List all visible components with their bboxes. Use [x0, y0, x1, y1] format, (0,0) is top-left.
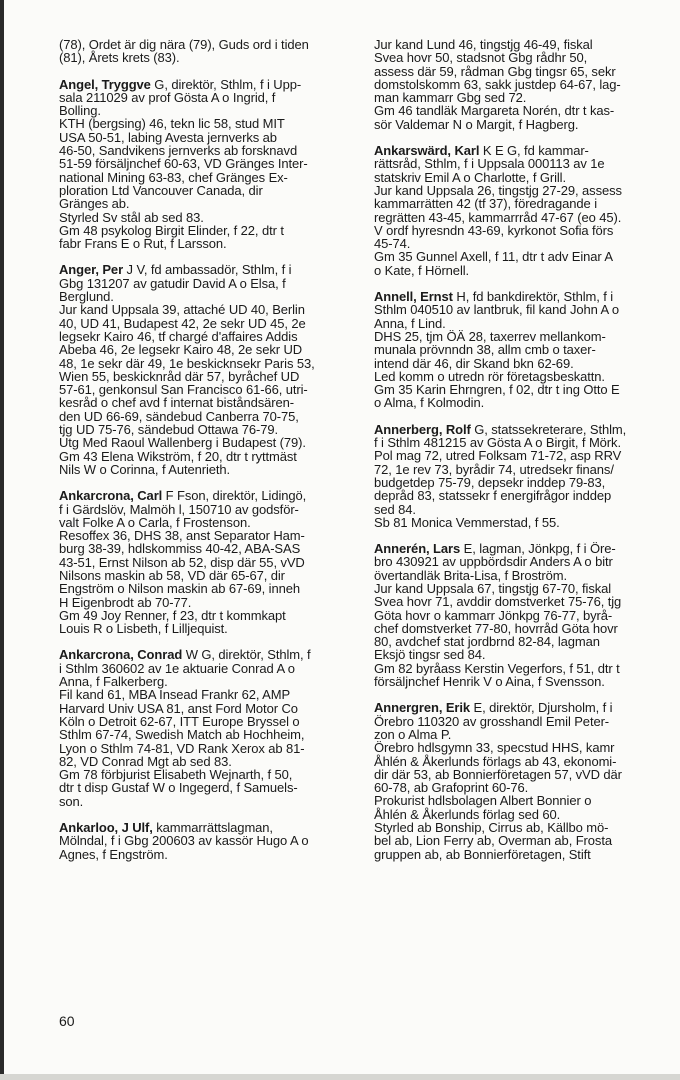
- entry-line: (81), Årets krets (83).: [59, 50, 180, 66]
- entry-line: 57-61, genkonsul San Francisco 61-66, utri-: [59, 382, 308, 398]
- entry-line: sala 211029 av prof Gösta A o Ingrid, f: [59, 89, 276, 105]
- biography-entry: [59, 489, 357, 635]
- entry-line: tjg UD 75-76, sändebud Ottawa 76-79.: [59, 422, 278, 438]
- entry-name: Angel, Tryggve: [59, 76, 151, 92]
- entry-text: G, direktör, Sthlm, f i Upp-: [150, 76, 302, 92]
- entry-line: Gm 82 byråass Kerstin Vegerfors, f 51, dtr t: [374, 660, 620, 676]
- biography-entry: [59, 648, 357, 808]
- entry-line: Gm 78 förbjurist Elisabeth Wejnarth, f 50,: [59, 767, 293, 783]
- entry-line: son.: [59, 793, 84, 809]
- entry-line: Fil kand 61, MBA Insead Frankr 62, AMP: [59, 687, 291, 703]
- entry-line: man kammarr Gbg sed 72.: [374, 90, 527, 106]
- entry-line: Eksjö tingsr sed 84.: [374, 647, 486, 663]
- entry-line: Gm 35 Gunnel Axell, f 11, dtr t adv Einar A: [374, 249, 613, 265]
- entry-line: national Mining 63-83, chef Gränges Ex-: [59, 169, 288, 185]
- entry-line: [59, 489, 357, 502]
- entry-line: Led komm o utredn rör företagsbeskattn.: [374, 368, 605, 384]
- entry-line: Lyon o Sthlm 74-81, VD Rank Xerox ab 81-: [59, 740, 305, 756]
- entry-line: Göta hovr o kammarr Jönkpg 76-77, byrå-: [374, 607, 613, 623]
- entry-name: Annell, Ernst: [374, 289, 453, 305]
- entry-line: 40, UD 41, Budapest 42, 2e sekr UD 45, 2e: [59, 315, 306, 331]
- entry-line: 46-50, Sandvikens jernverks ab forsknavd: [59, 143, 298, 159]
- entry-line: Jur kand Uppsala 26, tingstjg 27-29, assess: [374, 182, 622, 198]
- entry-line: ploration Ltd Vancouver Canada, dir: [59, 182, 263, 198]
- page-number: 60: [59, 1013, 75, 1029]
- biography-entry: [374, 701, 670, 861]
- entry-line: fabr Frans E o Rut, f Larsson.: [59, 236, 227, 252]
- entry-line: sör Valdemar N o Margit, f Hagberg.: [374, 116, 579, 132]
- entry-line: Sthlm 67-74, Swedish Match ab Hochheim,: [59, 727, 305, 743]
- biography-entry: [374, 542, 670, 688]
- biography-entry: [59, 38, 357, 65]
- entry-line: Åhlén & Åkerlunds förlag sed 60.: [374, 806, 561, 822]
- entry-line: kammarrätten 42 (tf 37), föredragande i: [374, 196, 597, 212]
- entry-line: 51-59 försäljnchef 60-63, VD Gränges Inter-: [59, 156, 308, 172]
- entry-line: bel ab, Lion Ferry ab, Overman ab, Frosta: [374, 833, 612, 849]
- entry-line: f i Sthlm 481215 av Gösta A o Birgit, f Mörk.: [374, 435, 621, 451]
- biography-entry: [374, 144, 670, 277]
- entry-line: Nilsons maskin ab 58, VD där 65-67, dir: [59, 567, 285, 583]
- entry-line: USA 50-51, labing Avesta jernverks ab: [59, 129, 277, 145]
- entry-line: Harvard Univ USA 81, anst Ford Motor Co: [59, 700, 298, 716]
- entry-line: f i Gärdslöv, Malmöh l, 150710 av godsför-: [59, 501, 299, 517]
- entry-name: Annerén, Lars: [374, 541, 461, 557]
- entry-line: Svea hovr 71, avddir domstverket 75-76, tjg: [374, 594, 622, 610]
- entry-line: Jur kand Lund 46, tingstjg 46-49, fiskal: [374, 37, 593, 52]
- entry-line: Louis R o Lisbeth, f Lilljequist.: [59, 621, 228, 637]
- entry-text: G, statssekreterare, Sthlm,: [470, 421, 627, 437]
- entry-line: regrätten 43-45, kammarrråd 47-67 (eo 45).: [374, 209, 622, 225]
- biography-entry: [374, 38, 670, 131]
- entry-line: bro 430921 av uppbördsdir Anders A o bitr: [374, 554, 613, 570]
- left-column: [59, 38, 357, 874]
- scan-page-edge: [0, 0, 4, 1080]
- entry-line: [59, 821, 357, 834]
- entry-line: Agnes, f Engström.: [59, 846, 168, 862]
- entry-text: J V, fd ambassadör, Sthlm, f i: [123, 262, 292, 278]
- entry-text: E, lagman, Jönkpg, f i Öre-: [460, 541, 616, 557]
- entry-line: Gm 43 Elena Wikström, f 20, dtr t ryttmäst: [59, 448, 297, 464]
- entry-line: Styrled Sv stål ab sed 83.: [59, 209, 204, 225]
- entry-line: intend där 46, dir Skand bkn 62-69.: [374, 355, 574, 371]
- entry-line: Gm 46 tandläk Margareta Norén, dtr t kas-: [374, 103, 615, 119]
- entry-line: Örebro hdlsgymn 33, specstud HHS, kamr: [374, 740, 615, 756]
- entry-text: E, direktör, Djursholm, f i: [470, 700, 613, 716]
- biography-entry: [59, 78, 357, 251]
- entry-line: assess där 59, rådman Gbg tingsr 65, sekr: [374, 63, 616, 79]
- entry-line: Engström o Nilson maskin ab 67-69, inneh: [59, 581, 300, 597]
- entry-name: Ankarloo, J Ulf,: [59, 820, 153, 836]
- entry-line: Mölndal, f i Gbg 200603 av kassör Hugo A o: [59, 833, 309, 849]
- entry-text: F Fson, direktör, Lidingö,: [162, 488, 307, 504]
- entry-line: 72, 1e rev 73, byrådir 74, utredsekr finans/: [374, 461, 614, 477]
- entry-line: Gm 48 psykolog Birgit Elinder, f 22, dtr t: [59, 222, 284, 238]
- entry-line: chef domstverket 77-80, hovrråd Göta hovr: [374, 620, 618, 636]
- entry-line: Pol mag 72, utred Folksam 71-72, asp RRV: [374, 448, 622, 464]
- entry-line: KTH (bergsing) 46, tekn lic 58, stud MIT: [59, 116, 285, 132]
- entry-line: valt Folke A o Carla, f Frostenson.: [59, 514, 251, 530]
- entry-line: budgetdep 75-79, depsekr inddep 79-83,: [374, 474, 606, 490]
- entry-line: i Sthlm 360602 av 1e aktuarie Conrad A o: [59, 660, 295, 676]
- entry-line: Köln o Detroit 62-67, ITT Europe Bryssel o: [59, 713, 300, 729]
- entry-line: Prokurist hdlsbolagen Albert Bonnier o: [374, 793, 592, 809]
- entry-name: Anger, Per: [59, 262, 124, 278]
- entry-line: Gbg 131207 av gatudir David A o Elsa, f: [59, 275, 286, 291]
- entry-line: Gränges ab.: [59, 196, 130, 212]
- entry-line: o Kate, f Hörnell.: [374, 262, 470, 278]
- entry-name: Ankarcrona, Conrad: [59, 647, 183, 663]
- entry-line: Svea hovr 50, stadsnot Gbg rådhr 50,: [374, 50, 588, 66]
- scan-bottom-edge: [0, 1074, 680, 1080]
- entry-line: legsekr Kairo 46, tf chargé d'affaires Addis: [59, 328, 298, 344]
- entry-line: zon o Alma P.: [374, 726, 452, 742]
- entry-line: V ordf hyresndn 43-69, kyrkonot Sofia förs: [374, 222, 614, 238]
- entry-line: [374, 423, 670, 436]
- entry-line: Berglund.: [59, 289, 114, 305]
- entry-line: Bolling.: [59, 103, 101, 119]
- entry-text: K E G, fd kammar-: [479, 143, 589, 159]
- entry-text: W G, direktör, Sthlm, f: [182, 647, 311, 663]
- entry-line: 80, avdchef stat jordbrnd 82-84, lagman: [374, 634, 600, 650]
- entry-line: Utg Med Raoul Wallenberg i Budapest (79).: [59, 435, 306, 451]
- entry-line: 48, 1e sekr där 49, 1e beskicknsekr Paris 53,: [59, 355, 315, 371]
- entry-line: Abeba 46, 2e legsekr Kairo 48, 2e sekr UD: [59, 342, 303, 358]
- entry-line: depråd 83, statssekr f energifrågor inddep: [374, 488, 612, 504]
- entry-text: H, fd bankdirektör, Sthlm, f i: [452, 289, 614, 305]
- entry-line: sed 84.: [374, 501, 416, 517]
- biography-entry: [374, 290, 670, 410]
- entry-line: (78), Ordet är dig nära (79), Guds ord i tiden: [59, 37, 309, 52]
- biography-entry: [59, 821, 357, 861]
- entry-line: [59, 263, 357, 276]
- entry-line: [59, 648, 357, 661]
- entry-line: [374, 144, 670, 157]
- entry-line: Sthlm 040510 av lantbruk, fil kand John A o: [374, 302, 620, 318]
- entry-line: gruppen ab, ab Bonnierföretagen, Stift: [374, 846, 591, 862]
- entry-line: 82, VD Conrad Mgt ab sed 83.: [59, 753, 232, 769]
- biography-entry: [59, 263, 357, 476]
- entry-line: Örebro 110320 av grosshandl Emil Peter-: [374, 713, 610, 729]
- entry-line: Gm 49 Joy Renner, f 23, dtr t kommkapt: [59, 607, 286, 623]
- entry-line: Jur kand Uppsala 39, attaché UD 40, Berlin: [59, 302, 305, 318]
- entry-line: munala prövnndn 38, allm cmb o taxer-: [374, 342, 596, 358]
- entry-line: 60-78, ab Grafoprint 60-76.: [374, 780, 529, 796]
- entry-name: Ankarcrona, Carl: [59, 488, 163, 504]
- entry-line: Styrled ab Bonship, Cirrus ab, Källbo mö-: [374, 820, 609, 836]
- entry-line: övertandläk Brita-Lisa, f Broström.: [374, 567, 568, 583]
- entry-line: försäljnchef Henrik V o Aina, f Svensson.: [374, 674, 605, 690]
- entry-line: Resoffex 36, DHS 38, anst Separator Ham-: [59, 528, 305, 544]
- entry-line: o Alma, f Kolmodin.: [374, 395, 485, 411]
- entry-line: DHS 25, tjm ÖÄ 28, taxerrev mellankom-: [374, 328, 606, 344]
- entry-name: Ankarswärd, Karl: [374, 143, 480, 159]
- entry-line: [374, 701, 670, 714]
- entry-line: dir där 53, ab Bonnierföretagen 57, vVD där: [374, 766, 622, 782]
- entry-line: rättsråd, Sthlm, f i Uppsala 000113 av 1e: [374, 156, 605, 172]
- entry-line: Gm 35 Karin Ehrngren, f 02, dtr t ing Otto E: [374, 382, 620, 398]
- entry-line: H Eigenbrodt ab 70-77.: [59, 594, 192, 610]
- entry-name: Annergren, Erik: [374, 700, 471, 716]
- entry-line: [59, 78, 357, 91]
- entry-name: Annerberg, Rolf: [374, 421, 471, 437]
- entry-line: [374, 290, 670, 303]
- entry-line: burg 38-39, hdlskommiss 40-42, ABA-SAS: [59, 541, 301, 557]
- entry-line: statskriv Emil A o Charlotte, f Grill.: [374, 169, 566, 185]
- entry-line: kesråd o chef avd f internat biståndsären-: [59, 395, 294, 411]
- entry-line: Anna, f Lind.: [374, 315, 446, 331]
- entry-text: kammarrättslagman,: [152, 820, 273, 836]
- entry-line: Wien 55, beskicknråd där 57, byråchef UD: [59, 368, 300, 384]
- entry-line: den UD 66-69, sändebud Canberra 70-75,: [59, 408, 299, 424]
- entry-line: domstolskomm 63, sakk justdep 64-67, lag-: [374, 76, 621, 92]
- entry-line: 45-74.: [374, 236, 411, 252]
- biography-entry: [374, 423, 670, 529]
- right-column: [374, 38, 670, 874]
- entry-line: Åhlén & Åkerlunds förlags ab 43, ekonomi-: [374, 753, 617, 769]
- entry-line: [374, 542, 670, 555]
- entry-line: dtr t disp Gustaf W o Ingegerd, f Samuels-: [59, 780, 298, 796]
- entry-line: 43-51, Ernst Nilson ab 52, disp där 55, vVD: [59, 554, 305, 570]
- entry-line: Jur kand Uppsala 67, tingstjg 67-70, fiskal: [374, 580, 612, 596]
- entry-line: Nils W o Corinna, f Autenrieth.: [59, 461, 231, 477]
- entry-line: Sb 81 Monica Vemmerstad, f 55.: [374, 514, 560, 530]
- entry-line: Anna, f Falkerberg.: [59, 674, 168, 690]
